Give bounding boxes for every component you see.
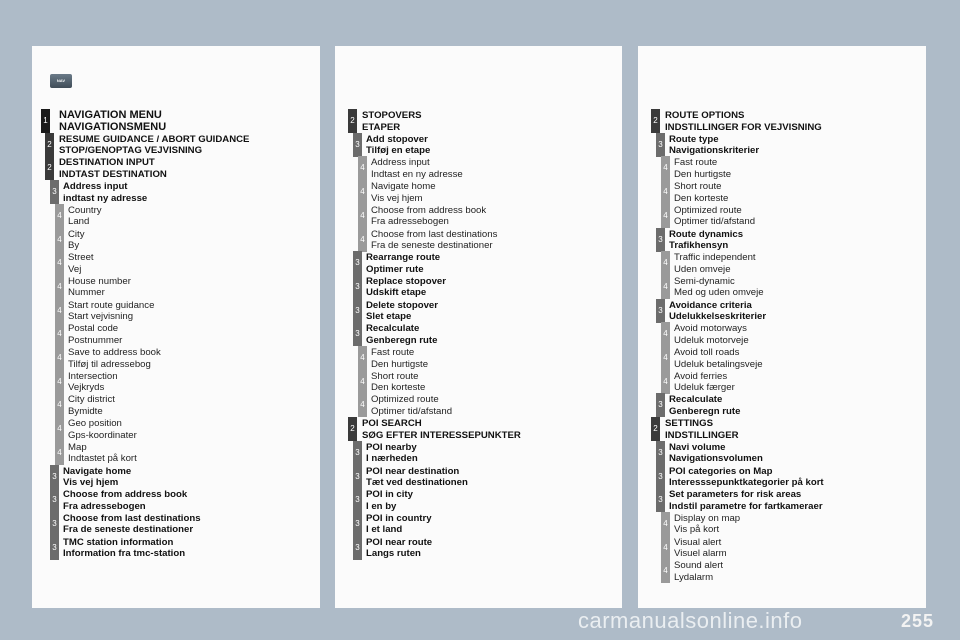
menu-item-english: DESTINATION INPUT [59, 157, 155, 169]
level-badge: 2 [651, 417, 660, 441]
menu-item-text [371, 181, 436, 204]
menu-item-english: Recalculate [669, 394, 723, 406]
menu-item-text [669, 394, 740, 417]
menu-item-english: Optimized route [371, 394, 439, 406]
menu-item-danish: Den hurtigste [674, 168, 732, 180]
menu-item-text [674, 560, 723, 583]
menu-item-text [366, 442, 418, 465]
menu-item-text [59, 134, 249, 157]
menu-item-english: Navigate home [63, 465, 132, 477]
menu-item-text [674, 181, 728, 204]
level-badge: 3 [353, 465, 362, 489]
menu-item-english: Postal code [68, 323, 119, 335]
menu-item-english: Avoid ferries [674, 370, 728, 382]
level-badge: 3 [353, 512, 362, 536]
menu-item-danish: Vis vej hjem [371, 192, 423, 204]
menu-item-danish: Tilføj til adressebog [68, 358, 151, 370]
menu-item-danish: I et land [366, 524, 403, 536]
level-badge: 3 [656, 299, 665, 323]
menu-item-english: Address input [63, 181, 128, 193]
menu-item-danish: Fra adressebogen [371, 216, 449, 228]
menu-item-english: Navi volume [669, 441, 726, 453]
menu-item-text [63, 466, 131, 489]
level-badge: 4 [661, 370, 670, 394]
menu-item-danish: Fra adressebogen [63, 500, 146, 512]
menu-item-english: Geo position [68, 418, 122, 430]
menu-item-danish: INDSTILLINGER [665, 429, 739, 441]
menu-item-english: POI SEARCH [362, 418, 422, 430]
level-badge: 4 [55, 275, 64, 299]
menu-item-english: City district [68, 394, 115, 406]
menu-item-danish: Postnummer [68, 334, 123, 346]
menu-item-danish: Optimer tid/afstand [371, 405, 453, 417]
menu-item-danish: Optimer tid/afstand [674, 216, 756, 228]
menu-item-text [366, 323, 437, 346]
menu-item-text [68, 205, 102, 228]
menu-item-text [366, 513, 432, 536]
menu-item-text [362, 110, 422, 133]
menu-item-text [674, 513, 740, 536]
menu-item-english: Address input [371, 157, 430, 169]
menu-item-text [68, 418, 137, 441]
menu-item-danish: Vis på kort [674, 524, 720, 536]
menu-item-text [674, 252, 756, 275]
menu-item-text [674, 276, 764, 299]
level-badge: 4 [358, 370, 367, 394]
level-badge: 3 [353, 322, 362, 346]
menu-item-text [68, 323, 122, 346]
page-number: 255 [900, 611, 934, 631]
menu-item-text [371, 157, 463, 180]
menu-item-danish: Information fra tmc-station [63, 548, 186, 560]
menu-item-danish: Visuel alarm [674, 548, 727, 560]
menu-item-english: RESUME GUIDANCE / ABORT GUIDANCE [59, 133, 250, 145]
menu-item-english: Rearrange route [366, 252, 441, 264]
menu-item-english: Traffic independent [674, 252, 756, 264]
level-badge: 4 [661, 346, 670, 370]
menu-item-danish: Gps-koordinater [68, 429, 137, 441]
menu-item-text [674, 537, 727, 560]
level-badge: 4 [661, 559, 670, 583]
menu-column-1 [32, 46, 320, 608]
menu-item-text [371, 371, 425, 394]
menu-item-danish: Bymidte [68, 405, 103, 417]
menu-item-danish: Tæt ved destinationen [366, 477, 468, 488]
level-badge: 2 [348, 417, 357, 441]
level-badge: 4 [661, 156, 670, 180]
menu-item-english: POI in country [366, 512, 432, 524]
menu-item-english: SETTINGS [665, 418, 713, 430]
level-badge: 4 [55, 370, 64, 394]
menu-item-text [669, 489, 823, 512]
menu-item-text [674, 371, 735, 394]
menu-item-text [68, 442, 137, 465]
menu-item-danish: Optimer rute [366, 263, 424, 275]
menu-item-text [68, 371, 118, 394]
level-badge: 3 [656, 228, 665, 252]
level-badge: 4 [661, 512, 670, 536]
level-badge: 4 [358, 228, 367, 252]
level-badge: 3 [50, 465, 59, 489]
menu-item-danish: Nummer [68, 287, 105, 299]
level-badge: 3 [50, 512, 59, 536]
menu-item-english: Short route [674, 181, 722, 193]
menu-item-danish: Indtastet på kort [68, 453, 137, 465]
menu-item-english: STOPOVERS [362, 110, 422, 121]
menu-item-english: Recalculate [366, 323, 420, 335]
level-badge: 4 [55, 228, 64, 252]
menu-item-text [68, 300, 154, 323]
menu-item-danish: Udskift etape [366, 287, 427, 299]
menu-item-text [371, 205, 486, 228]
menu-item-danish: INDSTILLINGER FOR VEJVISNING [665, 121, 822, 133]
level-badge: 3 [656, 393, 665, 417]
menu-item-english: Avoidance criteria [669, 299, 752, 311]
menu-item-text [68, 252, 94, 275]
level-badge: 4 [55, 346, 64, 370]
menu-item-text [366, 134, 430, 157]
level-badge: 3 [656, 488, 665, 512]
menu-item-danish: STOP/GENOPTAG VEJVISNING [59, 145, 203, 157]
menu-item-english: Replace stopover [366, 275, 446, 287]
level-badge: 3 [353, 488, 362, 512]
level-badge: 3 [656, 441, 665, 465]
menu-item-text [362, 418, 521, 441]
menu-item-english: Street [68, 252, 94, 264]
menu-item-text [674, 205, 755, 228]
menu-item-danish: Indstil parametre for fartkameraer [669, 500, 823, 512]
menu-item-danish: Med og uden omveje [674, 287, 764, 299]
menu-item-text [63, 513, 201, 536]
level-badge: 3 [50, 180, 59, 204]
level-badge: 4 [55, 204, 64, 228]
menu-item-danish: Navigationsvolumen [669, 453, 763, 465]
menu-item-english: Choose from last destinations [371, 228, 498, 240]
menu-item-text [366, 300, 438, 323]
menu-item-danish: Udeluk motorveje [674, 334, 749, 346]
menu-item-english: Avoid motorways [674, 323, 747, 335]
menu-item-text [366, 466, 468, 489]
menu-item-text [665, 110, 822, 133]
menu-item-danish: INDTAST DESTINATION [59, 168, 167, 180]
level-badge: 4 [55, 441, 64, 465]
level-badge: 4 [358, 393, 367, 417]
menu-item-danish: Uden omveje [674, 263, 731, 275]
menu-item-danish: Trafikhensyn [669, 240, 729, 251]
menu-item-danish: Navigationskriterier [669, 145, 760, 157]
level-badge: 3 [50, 488, 59, 512]
menu-item-english: POI near destination [366, 465, 460, 477]
menu-item-danish: Vis vej hjem [63, 477, 119, 488]
menu-item-english: POI categories on Map [669, 465, 773, 477]
menu-item-danish: Genberegn rute [669, 405, 741, 417]
menu-item-danish: Slet etape [366, 311, 412, 323]
menu-item-english: ROUTE OPTIONS [665, 110, 745, 121]
menu-item-text [674, 323, 749, 346]
level-badge: 4 [55, 393, 64, 417]
menu-item-english: NAVIGATION MENU [59, 109, 162, 121]
menu-item-danish: Vej [68, 263, 82, 275]
menu-item-english: Route type [669, 133, 719, 145]
level-badge: 3 [353, 275, 362, 299]
level-badge: 2 [651, 109, 660, 133]
level-badge: 4 [661, 322, 670, 346]
level-badge: 3 [353, 133, 362, 157]
menu-item-text [669, 300, 766, 323]
menu-item-danish: Genberegn rute [366, 334, 438, 346]
menu-item-danish: I en by [366, 500, 397, 512]
menu-item-english: Delete stopover [366, 299, 438, 311]
menu-column-3 [638, 46, 926, 608]
menu-item-english: Avoid toll roads [674, 347, 740, 358]
menu-item-danish: Lydalarm [674, 571, 714, 583]
menu-item-text [674, 347, 763, 370]
menu-item-danish: I nærheden [366, 453, 418, 465]
menu-item-english: Sound alert [674, 560, 724, 572]
menu-item-english: Intersection [68, 370, 118, 382]
level-badge: 3 [656, 133, 665, 157]
menu-item-english: POI near route [366, 536, 433, 548]
menu-item-text [68, 276, 131, 299]
menu-item-english: Navigate home [371, 181, 436, 193]
menu-item-danish: Udeluk færger [674, 382, 735, 394]
menu-item-danish: Udelukkelseskriterier [669, 311, 767, 323]
menu-item-danish: SØG EFTER INTERESSEPUNKTER [362, 429, 521, 441]
menu-item-text [63, 181, 147, 204]
menu-item-danish: Start vejvisning [68, 311, 134, 323]
menu-item-text [665, 418, 739, 441]
level-badge: 4 [661, 204, 670, 228]
level-badge: 3 [353, 536, 362, 560]
menu-item-danish: Den korteste [371, 382, 426, 394]
nav-icon: NAV [50, 74, 72, 88]
menu-item-text [68, 229, 85, 252]
menu-column-2 [335, 46, 622, 608]
menu-item-english: House number [68, 275, 131, 287]
menu-item-danish: Interesssepunktkategorier på kort [669, 477, 824, 488]
menu-item-danish: ETAPER [362, 121, 401, 133]
menu-item-danish: Tilføj en etape [366, 145, 431, 157]
menu-item-english: POI nearby [366, 441, 417, 453]
menu-item-danish: Den korteste [674, 192, 729, 204]
menu-item-text [68, 394, 115, 417]
menu-item-text [669, 134, 759, 157]
menu-item-text [669, 229, 743, 252]
level-badge: 3 [353, 441, 362, 465]
menu-item-text [68, 347, 161, 370]
menu-item-text [371, 229, 497, 252]
level-badge: 2 [45, 133, 54, 157]
menu-item-english: Country [68, 204, 102, 216]
menu-item-danish: Den hurtigste [371, 358, 429, 370]
level-badge: 4 [358, 180, 367, 204]
menu-item-danish: By [68, 240, 80, 251]
menu-item-english: Fast route [674, 157, 718, 169]
level-badge: 3 [656, 465, 665, 489]
menu-item-text [59, 157, 167, 180]
menu-item-english: Map [68, 441, 87, 453]
level-badge: 3 [50, 536, 59, 560]
level-badge: 4 [358, 346, 367, 370]
menu-item-english: Save to address book [68, 347, 161, 358]
menu-item-danish: Land [68, 216, 90, 228]
menu-item-danish: Langs ruten [366, 548, 421, 560]
menu-item-english: Semi-dynamic [674, 275, 735, 287]
menu-item-danish: Fra de seneste destinationer [63, 524, 194, 536]
menu-item-text [59, 110, 166, 133]
level-badge: 1 [41, 109, 50, 133]
menu-item-text [669, 466, 824, 489]
menu-item-english: Fast route [371, 347, 415, 358]
menu-item-danish: indtast ny adresse [63, 192, 148, 204]
menu-item-text [669, 442, 763, 465]
menu-item-english: Set parameters for risk areas [669, 489, 802, 501]
level-badge: 2 [348, 109, 357, 133]
menu-item-text [366, 276, 446, 299]
menu-item-english: Choose from address book [63, 489, 188, 501]
menu-item-danish: Vejkryds [68, 382, 105, 394]
menu-item-english: POI in city [366, 489, 413, 501]
menu-item-danish: Fra de seneste destinationer [371, 240, 493, 251]
menu-item-danish: NAVIGATIONSMENU [59, 120, 167, 133]
level-badge: 3 [353, 251, 362, 275]
menu-item-text [366, 537, 432, 560]
menu-item-english: Choose from last destinations [63, 512, 201, 524]
menu-item-text [366, 252, 440, 275]
menu-item-english: Short route [371, 370, 419, 382]
level-badge: 4 [55, 299, 64, 323]
menu-item-english: Start route guidance [68, 299, 155, 311]
menu-item-text [371, 347, 428, 370]
level-badge: 4 [661, 536, 670, 560]
menu-item-text [674, 157, 731, 180]
menu-item-danish: Indtast en ny adresse [371, 168, 463, 180]
menu-item-english: Display on map [674, 512, 741, 524]
level-badge: 4 [55, 251, 64, 275]
menu-item-text [63, 489, 187, 512]
menu-item-english: TMC station information [63, 536, 174, 548]
level-badge: 4 [661, 180, 670, 204]
menu-item-text [63, 537, 185, 560]
menu-item-text [371, 394, 452, 417]
menu-item-english: Visual alert [674, 536, 722, 548]
level-badge: 2 [45, 156, 54, 180]
level-badge: 4 [661, 275, 670, 299]
level-badge: 4 [55, 417, 64, 441]
menu-item-english: Choose from address book [371, 204, 487, 216]
level-badge: 4 [358, 204, 367, 228]
watermark: carmanualsonline.info [578, 608, 803, 633]
level-badge: 4 [358, 156, 367, 180]
level-badge: 4 [661, 251, 670, 275]
level-badge: 4 [55, 322, 64, 346]
menu-item-english: City [68, 228, 85, 240]
level-badge: 3 [353, 299, 362, 323]
menu-item-english: Add stopover [366, 133, 428, 145]
menu-item-english: Optimized route [674, 204, 742, 216]
menu-item-danish: Udeluk betalingsveje [674, 358, 763, 370]
menu-item-text [366, 489, 413, 512]
menu-item-english: Route dynamics [669, 228, 744, 240]
